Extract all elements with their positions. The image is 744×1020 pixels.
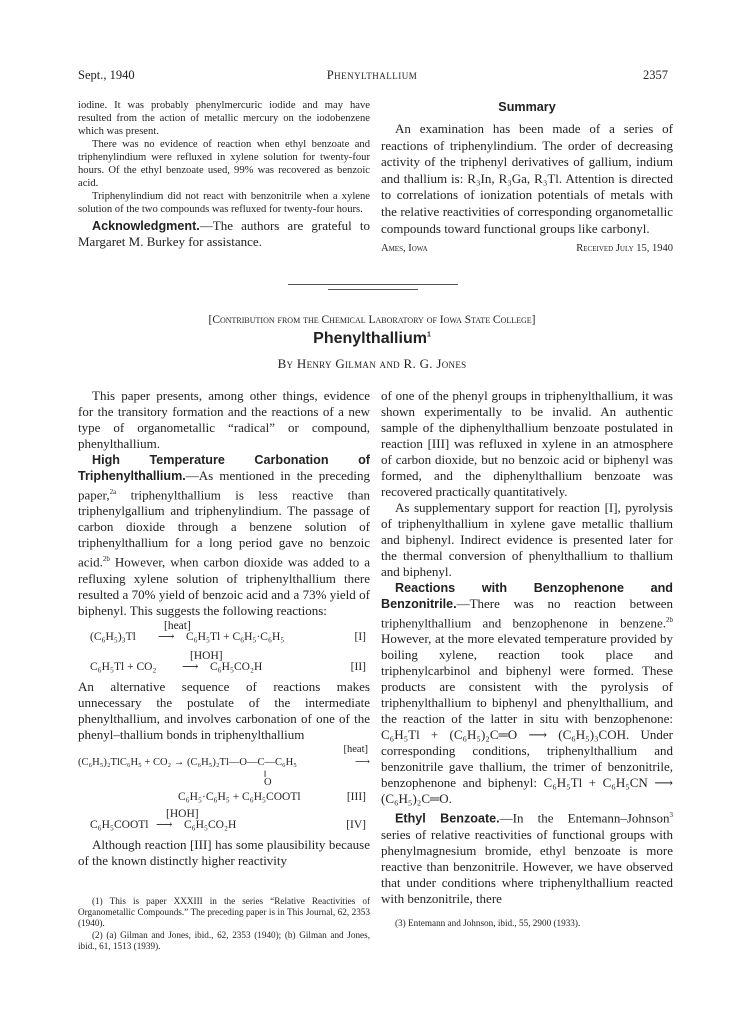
footnotes-left xyxy=(78,896,370,952)
paragraph: This paper presents, among other things, evidence for the transitory formation and the reactions of a new type of organometallic “radical” or compound, phenylthallium. xyxy=(78,388,370,451)
prev-paragraph: There was no evidence of reaction when ethyl benzoate and triphenylindium were refluxed in xylene solution for twenty-four hours. Of the ethyl benzoate used, 99% was recovered as benzoic acid. xyxy=(78,139,370,189)
equation-3b: C₆H₅·C₆H₅ + C₆H₅COOTl [III] xyxy=(178,790,366,803)
footnote: (2) (a) Gilman and Jones, ibid., 62, 2353 (1940); (b) Gilman and Jones, ibid., 61, 1513 (1939). xyxy=(78,929,370,951)
byline: By Henry Gilman and R. G. Jones xyxy=(277,356,467,371)
acknowledgment-text: —The authors are grateful to Margaret M. Burkey for assistance. xyxy=(78,218,370,249)
paragraph: Ethyl Benzoate.—In the Entemann–Johnson$^3$ series of relative reactivities of functional groups with phenylmagnesium bromide, ethyl benzoate is more reactive than benzonitrile. However, we have observed that under conditions where triphenylthallium reacted with benzonitrile, there xyxy=(381,810,673,906)
acknowledgment-heading: Acknowledgment. xyxy=(92,219,200,233)
prev-paragraph: iodine. It was probably phenylmercuric iodide and may have resulted from the action of metallic mercury on the iodobenzene which was present. xyxy=(78,100,370,137)
paragraph: of one of the phenyl groups in triphenylthallium, it was shown experimentally to be invalid. An authentic sample of the diphenylthallium benzoate postulated in reaction [III] was refluxed in xylene in an atmosphere of carbon dioxide, but no benzoic acid or biphenyl was formed, and the diphenylthallium benzoate was recovered practically quantitatively. xyxy=(381,388,673,499)
article-title-text: Phenylthallium xyxy=(313,330,427,347)
section-heading: High Temperature Carbonation of Triphenylthallium. xyxy=(78,453,370,483)
acknowledgment xyxy=(78,218,370,250)
separator-rule xyxy=(328,289,418,290)
prev-paragraph: Triphenylindium did not react with benzonitrile when a xylene solution of the two compounds was refluxed for twenty-four hours. xyxy=(78,191,370,215)
paragraph: As supplementary support for reaction [I], pyrolysis of triphenylthallium in xylene gave metallic thallium and biphenyl. Indirect evidence is presented later for the thermal conversion of phenylthallium to thallium and biphenyl. xyxy=(381,500,673,579)
prev-left-column xyxy=(78,99,370,250)
paragraph: An alternative sequence of reactions makes unnecessary the postulate of the intermediate phenylthallium, and involves carbonation of one of the phenyl–thallium bonds in triphenylthallium xyxy=(78,678,370,742)
main-right-column xyxy=(381,388,673,907)
section-heading: Reactions with Benzophenone and Benzonitrile. xyxy=(381,581,673,611)
section-heading: Ethyl Benzoate. xyxy=(395,811,500,826)
main-left-column xyxy=(78,388,370,869)
location: Ames, Iowa xyxy=(381,243,428,255)
summary-text: An examination has been made of a series of reactions of triphenylindium. The order of decreasing activity of the triphenyl derivatives of gallium, indium and thallium is: R₃In, R₃Ga, R₃Tl. Attention is directed to correlations of ionization potentials of metals with the relative reactivities of corresponding organometallic compounds toward functional groups like carbonyl. xyxy=(381,121,673,236)
footnote: (3) Entemann and Johnson, ibid., 55, 2900 (1933). xyxy=(395,918,581,928)
contribution-line: [Contribution from the Chemical Laboratory of Iowa State College] xyxy=(208,314,536,326)
footnotes-right xyxy=(381,918,673,929)
equation-number: [II] xyxy=(350,660,366,673)
running-title: Phenylthallium xyxy=(326,68,418,82)
equation-2: C₆H₅Tl + CO₂ [HOH] ⟶ C₆H₅CO₂H [II] xyxy=(90,649,366,673)
title-footnote-marker: 1 xyxy=(426,331,431,339)
footnote: (1) This is paper XXXIII in the series “Relative Reactivities of Organometallic Compounds.” The preceding paper is in This Journal, 62, 2353 (1940). xyxy=(78,896,370,929)
summary-title: Summary xyxy=(498,100,556,114)
equation-1: (C₆H₅)₃Tl [heat] ⟶ C₆H₅Tl + C₆H₅·C₆H₅ [I] xyxy=(90,619,366,643)
running-date: Sept., 1940 xyxy=(78,68,135,82)
received-date: Received July 15, 1940 xyxy=(576,243,673,255)
separator-rule xyxy=(288,284,458,285)
equation-number: [III] xyxy=(346,790,366,803)
equation-4: C₆H₅COOTl [HOH] ⟶ C₆H₅CO₂H [IV] xyxy=(90,807,366,831)
equation-3: (C₆H₅)₂TlC₆H₅ + CO₂ → (C₆H₅)₂Tl—O—C—C₆H₅ ‖ O [heat] ⟶ xyxy=(78,743,370,788)
equation-number: [I] xyxy=(354,630,366,643)
equation-number: [IV] xyxy=(346,818,366,831)
received-line xyxy=(381,241,673,257)
article-title xyxy=(0,330,744,348)
summary-section xyxy=(381,99,673,257)
paragraph: Although reaction [III] has some plausibility because of the known distinctly higher reactivity xyxy=(78,836,370,868)
paragraph: High Temperature Carbonation of Triphenylthallium.—As mentioned in the preceding paper,$^{2a}$ triphenylthallium is less reactive than triphenylgallium and triphenylindium. The passage of carbon dioxide through a benzene solution of triphenylthallium for a long period gave no benzoic acid.$^{2b}$ However, when carbon dioxide was added to a refluxing xylene solution of triphenylthallium there resulted a 70% yield of benzoic acid and a 73% yield of biphenyl. This suggests the following reactions: xyxy=(78,453,370,618)
page-number: 2357 xyxy=(643,68,668,82)
paragraph: Reactions with Benzophenone and Benzonitrile.—There was no reaction between triphenylthallium and benzophenone in benzene.$^{2b}$ However, at the more elevated temperature provided by boiling xylene, reaction took place and triphenylcarbinol and biphenyl were formed. These products are consistent with the pyrolysis of triphenylthallium to biphenyl and phenylthallium, and the reaction of the latter in situ with benzophenone: C₆H₅Tl + (C₆H₅)₂C═O ⟶ (C₆H₅)₃COH. Under corresponding conditions, triphenylthallium and benzonitrile gave thallium, the trimer of benzonitrile, benzophenone and biphenyl: C₆H₅Tl + C₆H₅CN ⟶ (C₆H₅)₂C═O. xyxy=(381,581,673,807)
